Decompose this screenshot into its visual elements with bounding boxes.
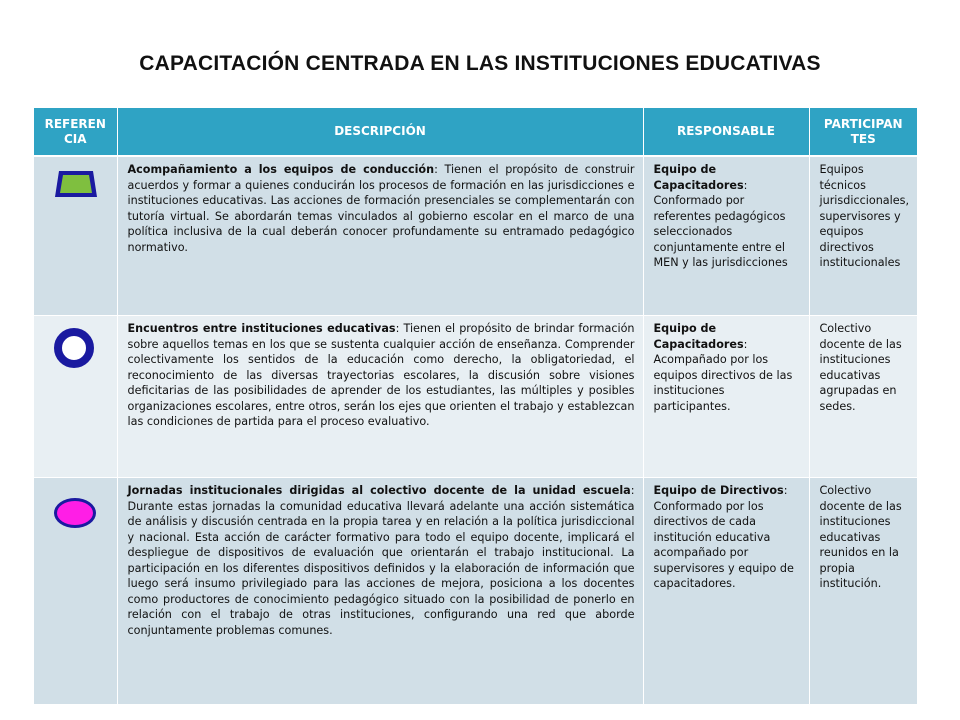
ref-cell (34, 156, 117, 316)
ref-cell (34, 478, 117, 705)
responsible-title: Equipo de Capacitadores (653, 322, 744, 351)
responsible-title: Equipo de Directivos (653, 484, 784, 497)
blue-ring-icon (54, 328, 94, 368)
responsible-cell: Equipo de Capacitadores: Acompañado por los equipos directivos de las instituciones participantes. (643, 316, 809, 478)
participants-cell: Equipos técnicos jurisdiccionales, supervisores y equipos directivos institucionales (809, 156, 917, 316)
header-descripcion: DESCRIPCIÓN (117, 108, 643, 156)
table-row (34, 156, 917, 316)
header-participantes: PARTICIPAN TES (809, 108, 917, 156)
header-responsable: RESPONSABLE (643, 108, 809, 156)
header-referencia: REFEREN CIA (34, 108, 117, 156)
table-row (34, 478, 917, 705)
training-table (34, 108, 917, 705)
table-row (34, 316, 917, 478)
participants-cell: Colectivo docente de las instituciones educativas reunidos en la propia institución. (809, 478, 917, 705)
description-text: Acompañamiento a los equipos de conducción: Tienen el propósito de construir acuerdos y formar a quienes conducirán los procesos de formación en las jurisdicciones e instituciones educativas. Las acciones de formación presenciales se complementarán con tutoría virtual. Se abordarán temas vinculados al gobierno escolar en el marco de una política inclusiva de la cual deberán conocer profundamente su entramado pedagógico normativo. (127, 163, 635, 254)
participants-cell: Colectivo docente de las instituciones educativas agrupadas en sedes. (809, 316, 917, 478)
description-body: Tienen el propósito de brindar formación sobre aquellos temas en los que se sustenta cualquier acción de enseñanza. Comprender colectivamente los sentidos de la educación como derecho, la obligatoriedad, el reconocimiento de las diversas trayectorias escolares, la discusión sobre visiones deficitarias de las posibilidades de aprender de los estudiantes, las múltiples y posibles organizaciones escolares, entre otros, serán los ejes que orienten el trabajo y establezcan las condiciones de partida para el proceso evaluativo. (127, 322, 635, 428)
ref-cell (34, 316, 117, 478)
description-title: Jornadas institucionales dirigidas al colectivo docente de la unidad escuela (127, 484, 631, 497)
page-title: CAPACITACIÓN CENTRADA EN LAS INSTITUCIONES EDUCATIVAS (139, 52, 821, 75)
description-body: Tienen el propósito de construir acuerdos y formar a quienes conducirán los procesos de formación en las jurisdicciones e instituciones educativas. Las acciones de formación presenciales se complementarán con tutoría virtual. Se abordarán temas vinculados al gobierno escolar en el marco de una política inclusiva de la cual deberán conocer profundamente su entramado pedagógico normativo. (127, 163, 635, 254)
description-title: Acompañamiento a los equipos de conducción (127, 163, 435, 176)
responsible-title: Equipo de Capacitadores (653, 163, 744, 192)
description-cell (117, 316, 643, 478)
description-text: Encuentros entre instituciones educativas: Tienen el propósito de brindar formación sobre aquellos temas en los que se sustenta cualquier acción de enseñanza. Comprender colectivamente los sentidos de la educación como derecho, la obligatoriedad, el reconocimiento de las diversas trayectorias escolares, la discusión sobre visiones deficitarias de las posibilidades de aprender de los estudiantes, las múltiples y posibles organizaciones escolares, entre otros, serán los ejes que orienten el trabajo y establezcan las condiciones de partida para el proceso evaluativo. (127, 322, 635, 428)
description-cell (117, 156, 643, 316)
responsible-cell: Equipo de Directivos: Conformado por los directivos de cada institución educativa acompañado por supervisores y equipo de capacitadores. (643, 478, 809, 705)
responsible-body: Conformado por los directivos de cada institución educativa acompañado por supervisores y equipo de capacitadores. (653, 499, 794, 590)
responsible-body: Conformado por referentes pedagógicos seleccionados conjuntamente entre el MEN y las jurisdicciones (653, 194, 788, 269)
table-header-row (34, 108, 917, 156)
description-body: Durante estas jornadas la comunidad educativa llevará adelante una acción sistemática de análisis y discusión centrada en la propia tarea y en relación a la política jurisdiccional y nacional. Esta acción de carácter formativo para todo el equipo docente, implicará el despliegue de dispositivos de evaluación que orientarán el trabajo institucional. La participación en los diferentes dispositivos definidos y la elaboración de información que luego será insumo privilegiado para las acciones de mejora, posiciona a los docentes como productores de conocimiento pedagógico situado con la posibilidad de ponerlo en relación con el trabajo de otras instituciones, configurando una red que aborde conjuntamente problemas comunes. (127, 499, 635, 637)
description-title: Encuentros entre instituciones educativas (127, 322, 396, 335)
magenta-oval-icon (54, 498, 96, 528)
description-text: Jornadas institucionales dirigidas al colectivo docente de la unidad escuela: Durante estas jornadas la comunidad educativa llevará adelante una acción sistemática de análisis y discusión centrada en la propia tarea y en relación a la política jurisdiccional y nacional. Esta acción de carácter formativo para todo el equipo docente, implicará el despliegue de dispositivos de evaluación que orientarán el trabajo institucional. La participación en los diferentes dispositivos definidos y la elaboración de información que luego será insumo privilegiado para las acciones de mejora, posiciona a los docentes como productores de conocimiento pedagógico situado con la posibilidad de ponerlo en relación con el trabajo de otras instituciones, configurando una red que aborde conjuntamente problemas comunes. (127, 484, 635, 637)
green-trapezoid-icon (54, 169, 98, 199)
responsible-cell: Equipo de Capacitadores: Conformado por referentes pedagógicos seleccionados conjuntamente entre el MEN y las jurisdicciones (643, 156, 809, 316)
description-cell (117, 478, 643, 705)
responsible-body: Acompañado por los equipos directivos de las instituciones participantes. (653, 353, 793, 413)
